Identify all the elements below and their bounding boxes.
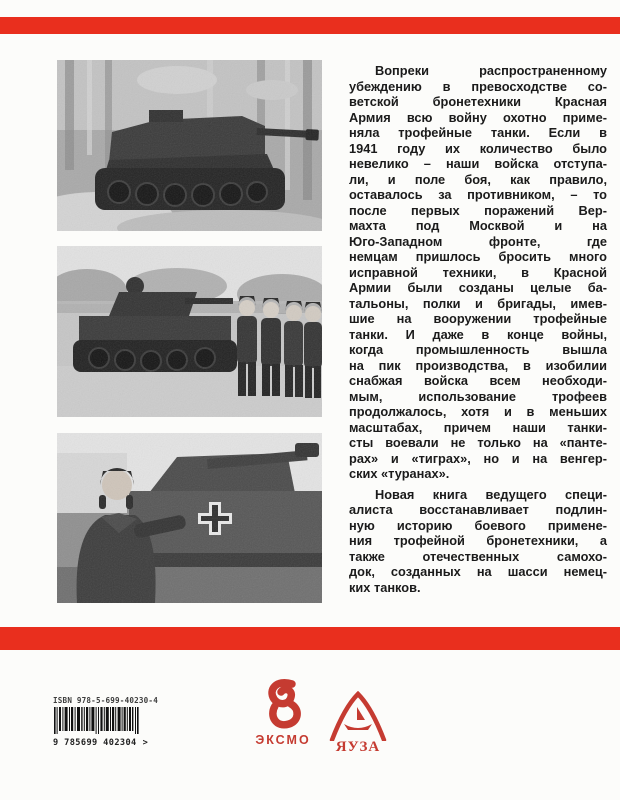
annotation-line: шие на вооружении трофейные [349,311,607,326]
annotation-line: танки. И даже в конце войны, [349,326,607,342]
annotation-line: док, созданных на шасси немец- [349,564,607,579]
annotation-line: рах» и «тиграх», но и на венгер- [349,450,607,466]
annotation-line: снабжая войска всем необходи- [349,373,607,388]
annotation-line: алиста восстанавливает подлин- [349,502,607,517]
top-red-stripe [0,17,620,34]
annotation-line: ских «туранах». [349,466,450,481]
annotation-line: на пик производства, в изобилии [349,357,607,373]
annotation-line: также отечественных самохо- [349,548,607,564]
annotation-line: ли, и поле боя, как правило, [349,171,607,187]
annotation-line: Вопреки распространенному [375,63,607,78]
annotation-line: мым, использование трофеев [349,388,607,404]
bottom-red-stripe [0,627,620,650]
annotation-line: Армии были созданы целые ба- [349,280,607,295]
barcode-quiet-zone-mark: > [142,738,149,748]
publisher-yauza [325,691,391,756]
annotation-line: масштабах, причем наши танки- [349,419,607,435]
annotation-line: махта под Москвой и на [349,218,607,233]
annotation-line: няла трофейные танки. Если в [349,125,607,140]
eksmo-swirl-icon [261,678,305,732]
annotation-line: когда промышленность вышла [349,342,607,357]
annotation-line: немцам пришлось бросить много [349,249,607,264]
publisher-eksmo [252,678,314,747]
annotation-line: убеждению в превосходстве со- [349,78,607,94]
barcode-bars [53,707,141,734]
yauza-wordmark: ЯУЗА [335,739,381,755]
annotation-line: ветской бронетехники Красная [349,94,607,109]
isbn-label: ISBN 978-5-699-40230-4 [53,696,158,705]
yauza-arch-sailboat-icon [326,691,390,741]
annotation-text [349,63,607,600]
eksmo-wordmark: ЭКСМО [255,733,311,747]
annotation-line: Армия всю войну охотно приме- [349,109,607,125]
annotation-line: тальоны, полки и бригады, имев- [349,295,607,311]
annotation-line: оставалось за противником, – то [349,187,607,202]
isbn-barcode-block [53,696,158,748]
annotation-line: сты воевали не только на «панте- [349,435,607,450]
photo-panzer3-with-crew [57,246,322,417]
photo-soldier-panzer4 [57,433,322,603]
annotation-line: 1941 году их количество было [349,140,607,156]
annotation-line: ких танков. [349,579,421,595]
annotation-line: Новая книга ведущего специ- [375,486,607,502]
footer [0,650,620,800]
annotation-line: исправной техники, в Красной [349,264,607,280]
annotation-line: ния трофейной бронетехники, а [349,533,607,548]
annotation-line: Юго-Западном фронте, где [349,233,607,249]
annotation-line: невелико – наши войска отступа- [349,156,607,171]
annotation-line: продолжалось, хотя и в меньших [349,404,607,419]
annotation-line: после первых поражений Вер- [349,202,607,218]
barcode-digits: 9 785699 402304 [53,738,137,748]
annotation-line: ную историю боевого примене- [349,517,607,533]
photo-captured-stug [57,60,322,231]
